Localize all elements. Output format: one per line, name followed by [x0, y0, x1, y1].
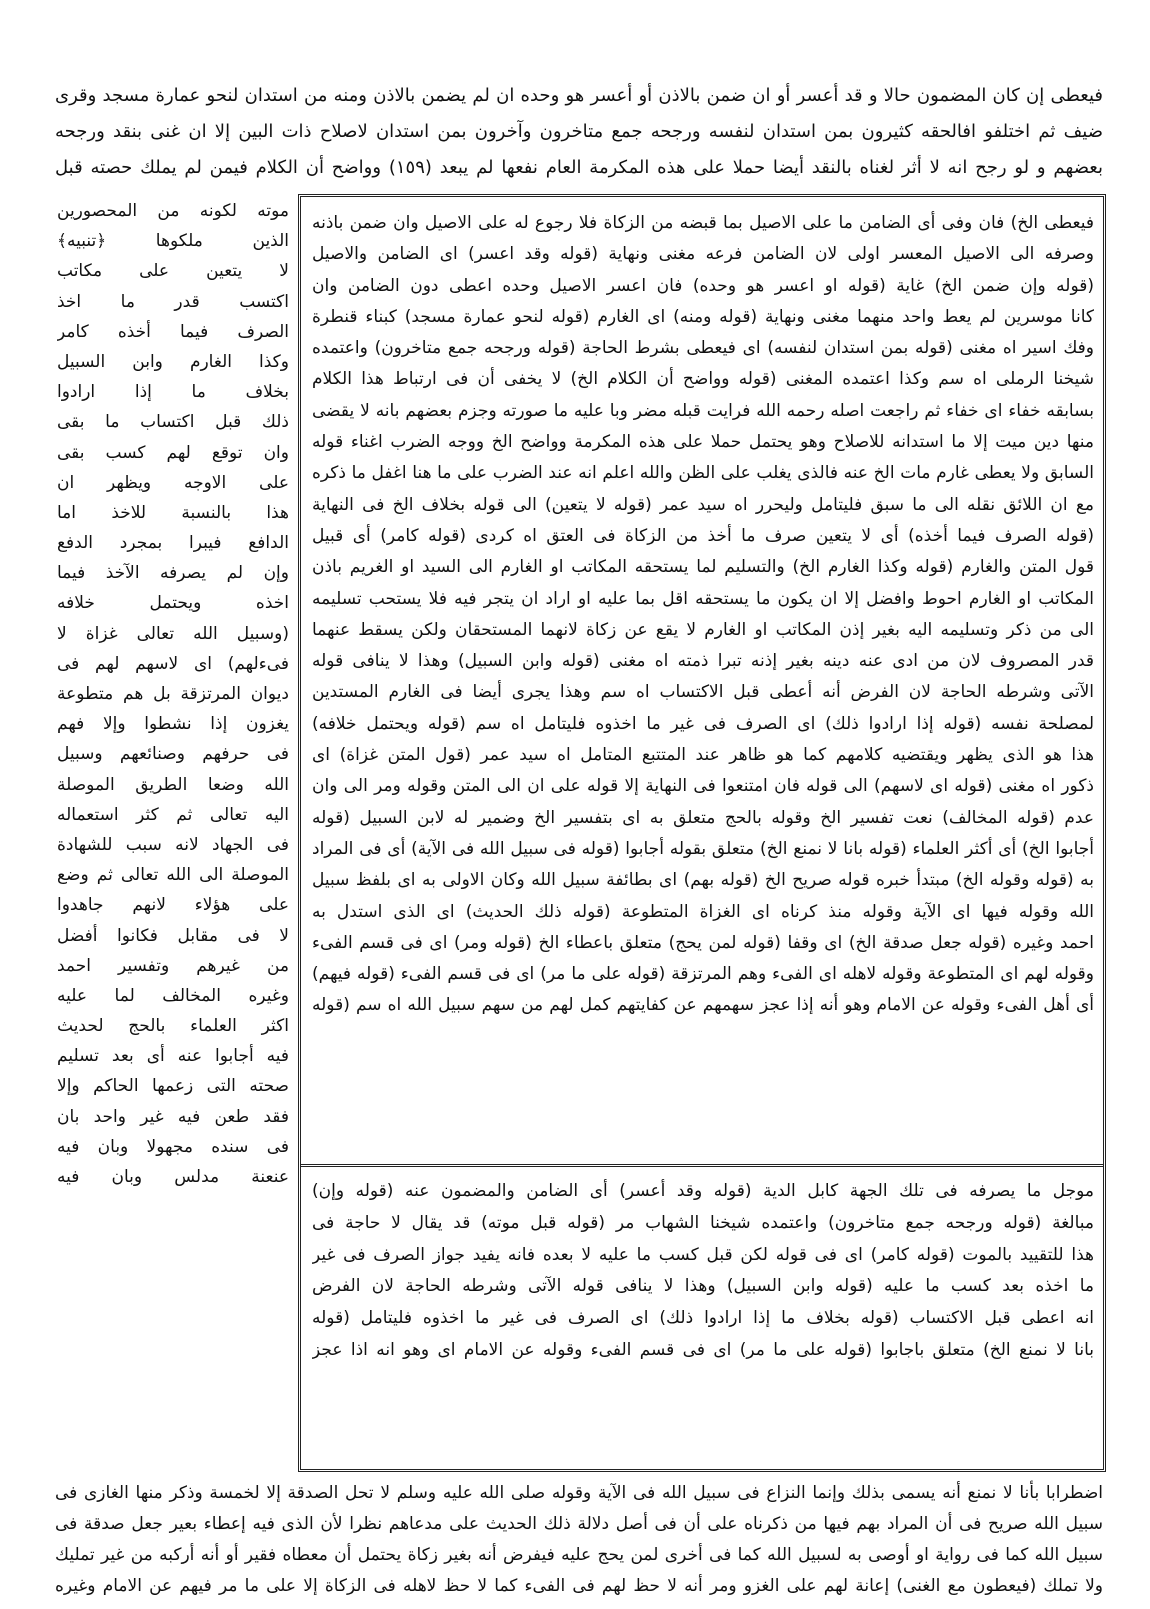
side-line: فىءلهم) اى لاسهم لهم فى: [57, 653, 289, 674]
side-line: (وسبيل الله تعالى غزاة لا: [57, 623, 289, 644]
commentary-line: (قوله وإن ضمن الخ) غاية (قوله او اعسر هو وحده) فان اعسر الاصيل وحده اعطى دون الضامن وان: [312, 275, 1094, 296]
side-line: الدافع فيبرا بمجرد الدفع: [57, 533, 289, 554]
commentary-line: وفك اسير اه مغنى (قوله بمن استدان لنفسه) اى فيعطى بشرط الحاجة (قوله ورجحه جمع متاخرون) واعتمده: [312, 338, 1094, 359]
commentary-line: (قوله الصرف فيما أخذه) أى لا يتعين صرف ما أخذ من الزكاة فى العتق اه كردى (قوله كامر) أى قبيل: [312, 525, 1094, 546]
commentary-line: عدم (قوله المخالف) نعت تفسير الخ وقوله بالحج متعلق به اى بتفسير الخ وضمير له لابن السبيل (قوله: [312, 807, 1094, 828]
commentary-line: المكاتب او الغارم احوط وافضل إلا ان يكون ما يستحقه اقل بما عليه او اراد ان يتجر فيه فلا يستحب تسليمه: [312, 588, 1094, 609]
commentary-line: بسابقه خفاء اى خفاء ثم راجعت اصله رحمه الله فرايت قبله مضر وبا عليه ما صورته وجزم بعضهم بانه لا يقضى: [312, 400, 1094, 421]
side-line: بخلاف ما إذا ارادوا: [57, 382, 289, 403]
commentary-line: مع ان اللائق نقله الى ما سبق فليتامل وليحرر اه سيد عمر (قوله لا يتعين) الى قوله بخلاف الخ فى النهاية: [312, 494, 1094, 515]
side-line: هذا بالنسبة للاخذ اما: [57, 502, 289, 523]
bottom-line: سبيل الله صريح فى أن المراد بهم فيها من ذكرناه على أن فى أصل دلالة ذلك الحديث على مدعاهم نظرا لأن الذى فيه إعطاء بعير جعل صدقة فى: [55, 1514, 1103, 1534]
side-line: ذلك قبل اكتساب ما بقى: [57, 412, 289, 433]
side-line: اكثر العلماء بالحج لحديث: [57, 1016, 289, 1037]
commentary-line: شيخنا الرملى اه سم وكذا اعتمده المغنى (قوله وواضح أن الكلام الخ) لا يخفى أن فى ارتباط هذا الكلام: [312, 369, 1094, 390]
commentary-separator: [300, 1164, 1104, 1167]
commentary-line: كانا موسرين لم يعط واحد منهما مغنى ونهاية (قوله ومنه) اى الغارم (قوله لنحو عمارة مسجد) كبناء قنطرة: [312, 306, 1094, 327]
top-line: ضيف ثم اختلفو افالحقه كثيرون بمن استدان لنفسه ورجحه جمع متاخرون وآخرون بمن استدان لاصلاح ذات البين إلا ان غنى بنقد ورجحه: [55, 121, 1103, 142]
sub-commentary-line: ما اخذه بعد كسب ما عليه (قوله وابن السبيل) وهذا لا ينافى قوله الآتى وشرطه الحاجة لان الفرض: [312, 1276, 1094, 1297]
commentary-line: به (قوله وقوله الخ) مبتدأ خبره قوله صريح الخ (قوله بهم) اى بطائفة سبيل الله وكان الاولى به اى بلفظ سبيل: [312, 870, 1094, 891]
commentary-line: الآتى وشرطه الحاجة لان الفرض أنه أعطى قبل الاكتساب اه سم وهذا يجرى أيضا فى الغارم المستدين: [312, 682, 1094, 703]
side-line: فى حرفهم وصنائعهم وسبيل: [57, 744, 289, 765]
top-line: فيعطى إن كان المضمون حالا و قد أعسر أو ان ضمن بالاذن أو أعسر هو وحده ان لم يضمن بالاذن ومنه من استدان لنحو عمارة مسجد وقرى: [55, 85, 1103, 106]
top-line: بعضهم و لو رجح انه لا أثر لغناه بالنقد أيضا حملا على هذه المكرمة العام نفعها لم يبعد (١٥٩) وواضح أن الكلام فيمن لم يملك حصته قبل: [55, 157, 1103, 178]
side-line: اليه تعالى ثم كثر استعماله: [57, 804, 289, 825]
commentary-line: منها دين ميت إلا ما استدانه للاصلاح وهو يحتمل حملا على هذه المكرمة وواضح الخ ووجه الضرب اغناء قوله: [312, 432, 1094, 453]
side-line: صحته التى زعمها الحاكم وإلا: [57, 1076, 289, 1097]
side-line: اخذه ويحتمل خلافه: [57, 593, 289, 614]
side-line: اكتسب قدر ما اخذ: [57, 291, 289, 312]
side-line: فيه أجابوا عنه أى بعد تسليم: [57, 1046, 289, 1067]
commentary-line: أجابوا الخ) أى أكثر العلماء (قوله بانا لا نمنع الخ) متعلق بقوله أجابوا (قوله فى سبيل الله فى الآية) أى فى المراد: [312, 838, 1094, 859]
side-line: وغيره المخالف لما عليه: [57, 985, 289, 1006]
sub-commentary-line: موجل ما يصرفه فى تلك الجهة كابل الدية (قوله وقد أعسر) أى الضامن والمضمون عنه (قوله وإن): [312, 1181, 1094, 1201]
side-line: وإن لم يصرفه الآخذ فيما: [57, 563, 289, 584]
commentary-line: فيعطى الخ) فان وفى أى الضامن ما على الاصيل بما قبضه من الزكاة فلا رجوع له على الاصيل وان ضمن باذنه: [312, 213, 1094, 233]
secondary-commentary: [312, 1176, 1094, 1399]
commentary-line: ذكور اه مغنى (قوله اى لاسهم) الى قوله فان امتنعوا فى النهاية إلا قوله على ان الى المتن وقوله ومر الى وان: [312, 776, 1094, 797]
side-line: الصرف فيما أخذه كامر: [57, 321, 289, 342]
commentary-line: السابق ولا يعطى غارم مات الخ عنه فالذى يغلب على الظن والله اعلم انه عند الضرب على ما هنا اغفل ما ذكره: [312, 463, 1094, 484]
commentary-line: لمصلحة نفسه (قوله إذا ارادوا ذلك) اى الصرف فى غير ما اخذوه فليتامل اه سم (قوله ويحتمل خلافه): [312, 713, 1094, 734]
side-line: فى الجهاد لانه سبب للشهادة: [57, 834, 289, 855]
commentary-line: الى من ذكر وتسليمه اليه بغير إذن المكاتب او الغارم لا يقع عن زكاة لانهما المستحقان ولكن يسقط عنهما: [312, 619, 1094, 640]
sub-commentary-line: هذا للتقييد بالموت (قوله كامر) اى فى قوله لكن قبل كسب ما عليه لا بعده فانه يفيد جواز الصرف فى غير: [312, 1244, 1094, 1265]
commentary-line: وصرفه الى الاصيل المعسر اولى لان الضامن فرعه مغنى ونهاية (قوله وقد اعسر) اى الضامن والاصيل: [312, 244, 1094, 265]
commentary-line: قول المتن والغارم (قوله وكذا الغارم الخ) والتسليم لما يستحقه المكاتب او الغارم الى السيد او الغريم باذن: [312, 557, 1094, 578]
side-line: فقد طعن فيه غير واحد بان: [57, 1106, 289, 1127]
bottom-line: ولا تملك (فيعطون مع الغنى) إعانة لهم على الغزو ومر أنه لا حظ لهم فى الفىء كما لا حظ لاهله فى الزكاة إلا على ما مر فيهم عن الامام وغيره: [55, 1576, 1103, 1596]
sub-commentary-line: بانا لا نمنع الخ) متعلق باجابوا (قوله على ما مر) اى فى قسم الفىء وقوله عن الامام اى وهو انه اذا عجز: [312, 1339, 1094, 1360]
side-line: الموصلة الى الله تعالى ثم وضع: [57, 865, 289, 886]
side-line: لا يتعين على مكاتب: [57, 261, 289, 282]
sub-commentary-line: [312, 1367, 1094, 1399]
side-line: الذين ملكوها ﴿تنبيه﴾: [57, 231, 289, 252]
side-main-text: [57, 196, 289, 1192]
side-line: من غيرهم وتفسير احمد: [57, 955, 289, 976]
bottom-line: اضطرابا بأنا لا نمنع أنه يسمى بذلك وإنما النزاع فى سبيل الله فى الآية وقوله صلى الله عليه وسلم لا تحل الصدقة إلا لخمسة وذكر منها الغازى فى: [55, 1483, 1103, 1503]
hashiya-main-commentary: [312, 208, 1094, 1053]
side-line: على هؤلاء لانهم جاهدوا: [57, 895, 289, 916]
side-line: موته لكونه من المحصورين: [57, 201, 289, 221]
side-line: عنعنة مدلس وبان فيه: [57, 1167, 289, 1187]
side-line: فى سنده مجهولا وبان فيه: [57, 1136, 289, 1157]
commentary-line: احمد وغيره (قوله جعل صدقة الخ) اى وقفا (قوله لمن يحج) متعلق باعطاء الخ (قوله ومر) اى فى قسم الفىء: [312, 932, 1094, 953]
bottom-main-text: [55, 1478, 1103, 1602]
side-line: على الاوجه ويظهر ان: [57, 472, 289, 493]
bottom-line: سبيل الله كما فى رواية او أوصى به لسبيل الله كما فى أخرى لمن يحج عليه فيفرض أنه بغير زكاة يحتمل أن معطاه فقير أو أنه أركبه من غير تمليك: [55, 1545, 1103, 1565]
commentary-line: وقوله لهم اى المتطوعة وقوله لاهله اى الفىء وهم المرتزقة (قوله على ما مر) اى فى قسم الفىء (قوله فيهم): [312, 964, 1094, 985]
commentary-line: الله وقوله فيها اى الآية وقوله منذ كرناه اى الغزاة المتطوعة (قوله ذلك الحديث) اى الذى استدل به: [312, 901, 1094, 922]
top-main-text: [55, 78, 1103, 186]
commentary-line: هذا هو الذى يظهر ويقتضيه كلامهم كما هو ظاهر عند المتتبع المتامل اه سيد عمر (قول المتن غزاة) اى: [312, 745, 1094, 766]
side-line: لا فى مقابل فكانوا أفضل: [57, 925, 289, 946]
side-line: يغزون إذا نشطوا وإلا فهم: [57, 714, 289, 735]
sub-commentary-line: انه اعطى قبل الاكتساب (قوله بخلاف ما إذا ارادوا ذلك) اى الصرف فى غير ما اخذوه فليتامل (قوله: [312, 1308, 1094, 1329]
side-line: ديوان المرتزقة بل هم متطوعة: [57, 684, 289, 704]
side-line: وان توقع لهم كسب بقى: [57, 442, 289, 463]
commentary-line: أى أهل الفىء وقوله عن الامام وهو أنه إذا عجز سهمهم عن كفايتهم كمل لهم من سهم سبيل الله اه سم (قوله: [312, 995, 1094, 1016]
commentary-line: [312, 1022, 1094, 1053]
side-line: وكذا الغارم وابن السبيل: [57, 351, 289, 372]
commentary-line: قدر المصروف لان من ادى عنه دينه بغير إذنه تبرا ذمته اه مغنى (قوله وابن السبيل) وهذا لا ينافى قوله: [312, 651, 1094, 672]
sub-commentary-line: مبالغة (قوله ورجحه جمع متاخرون) واعتمده شيخنا الشهاب مر (قوله قبل موته) قد يقال لا حاجة فى: [312, 1212, 1094, 1233]
side-line: الله وضعا الطريق الموصلة: [57, 774, 289, 795]
